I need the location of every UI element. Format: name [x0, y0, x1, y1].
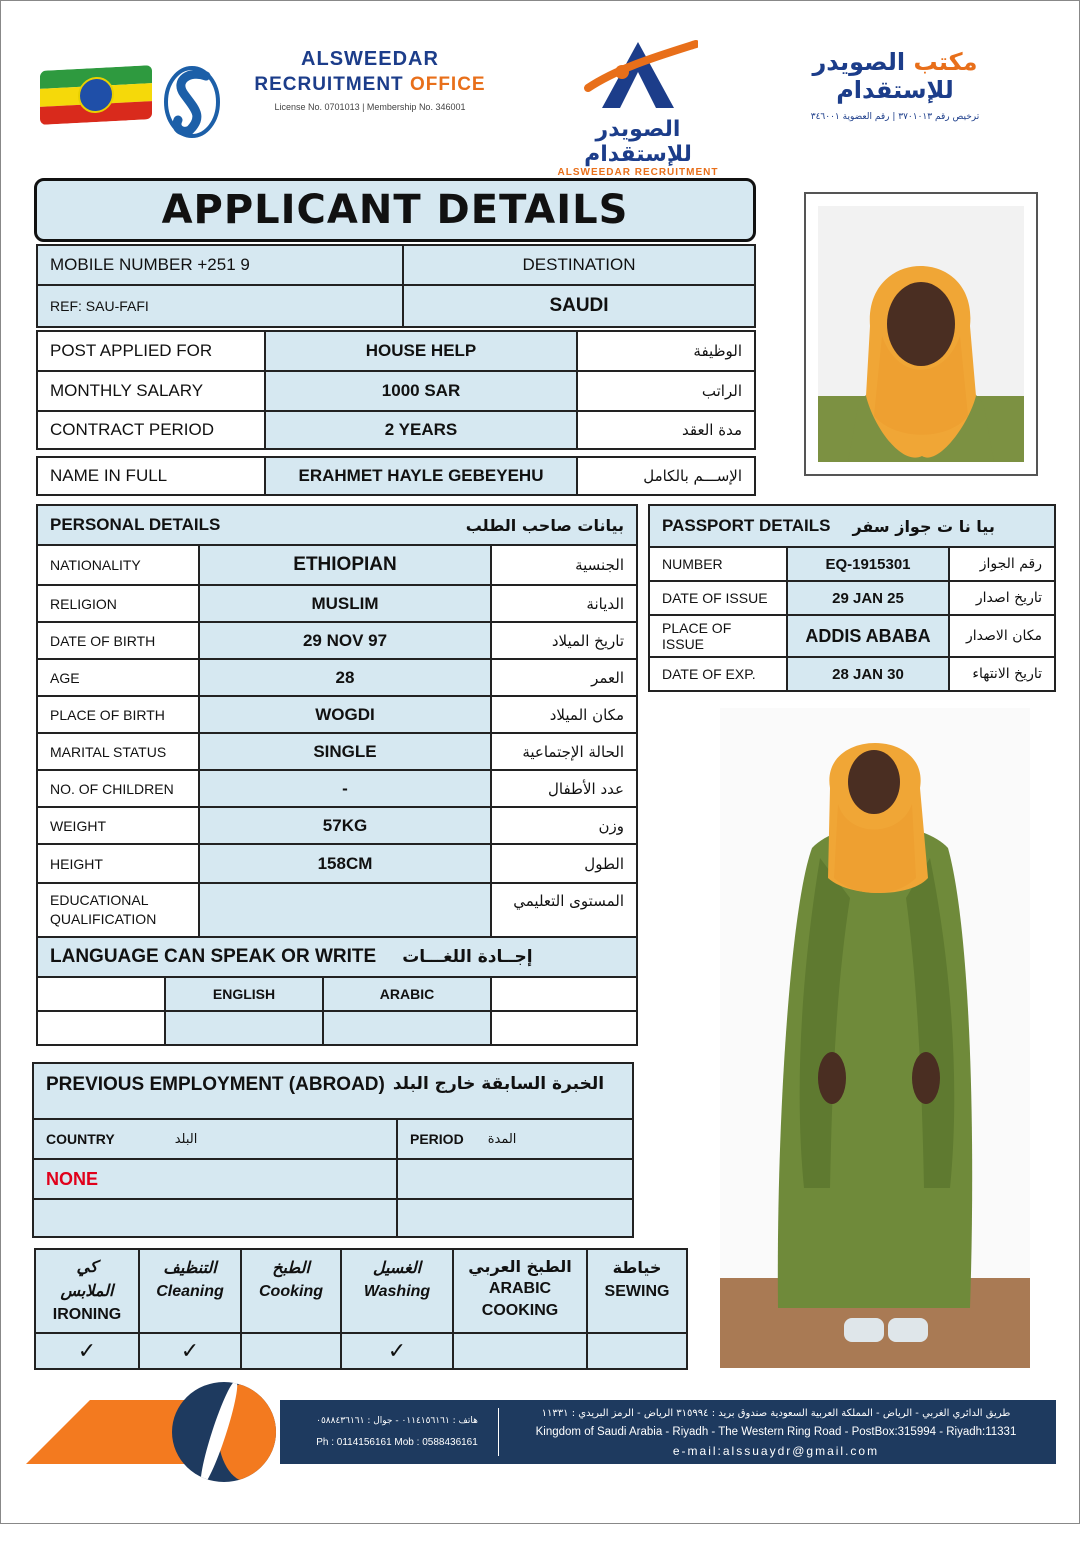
nationality-label: NATIONALITY [36, 544, 200, 586]
issue-date-value: 29 JAN 25 [786, 580, 950, 616]
country-value-row2 [32, 1198, 398, 1238]
skill-cooking-check [240, 1332, 342, 1370]
license-line-ar: ترخيص رقم ٣٧٠١٠١٣ | رقم العضوية ٣٤٦٠٠١ [810, 112, 980, 122]
passport-number-ar: رقم الجواز [948, 546, 1056, 582]
age-label: AGE [36, 658, 200, 697]
applicant-full-body-photo [720, 708, 1030, 1368]
monthly-salary-ar: الراتب [576, 370, 756, 412]
logo-english-name: ALSWEEDAR RECRUITMENT [557, 167, 719, 178]
dob-ar: تاريخ الميلاد [490, 621, 638, 660]
nationality-ar: الجنسية [490, 544, 638, 586]
weight-ar: وزن [490, 806, 638, 845]
ethiopia-flag-icon [40, 65, 152, 125]
language-row-extra [490, 1010, 638, 1046]
expiry-date-label: DATE OF EXP. [648, 656, 788, 692]
full-name-value: ERAHMET HAYLE GEBEYEHU [264, 456, 578, 496]
company-name-line1: ALSWEEDAR [301, 48, 439, 70]
footer-phone [302, 1410, 492, 1454]
employment-header [32, 1062, 634, 1120]
issue-date-ar: تاريخ اصدار [948, 580, 1056, 616]
issue-place-ar: مكان الاصدار [948, 614, 1056, 658]
children-value: - [198, 769, 492, 808]
height-value: 158CM [198, 843, 492, 884]
dob-label: DATE OF BIRTH [36, 621, 200, 660]
skill-cleaning: التنظيف Cleaning [138, 1248, 242, 1334]
page-title: APPLICANT DETAILS [34, 178, 756, 242]
skill-ironing-check: ✓ [34, 1332, 140, 1370]
expiry-date-ar: تاريخ الانتهاء [948, 656, 1056, 692]
language-arabic-value [322, 1010, 492, 1046]
footer-logo-icon [172, 1382, 276, 1482]
full-body-person-icon [720, 708, 1030, 1368]
a-logo-icon [578, 38, 698, 110]
issue-date-label: DATE OF ISSUE [648, 580, 788, 616]
employment-title: PREVIOUS EMPLOYMENT (ABROAD) [46, 1074, 385, 1095]
passport-header [648, 504, 1056, 548]
contract-period-value: 2 YEARS [264, 410, 578, 450]
skill-cleaning-check: ✓ [138, 1332, 242, 1370]
period-header: PERIOD المدة [396, 1118, 634, 1160]
education-ar: المستوى التعليمي [490, 882, 638, 938]
issue-place-label: PLACE OF ISSUE [648, 614, 788, 658]
destination-value: SAUDI [402, 284, 756, 328]
weight-value: 57KG [198, 806, 492, 845]
personal-details-title-ar: بيانات صاحب الطلب [465, 515, 624, 535]
footer-address [506, 1404, 1046, 1461]
language-blank-label [36, 976, 166, 1012]
language-blank-extra [490, 976, 638, 1012]
footer-bar [280, 1400, 1056, 1464]
height-label: HEIGHT [36, 843, 200, 884]
period-value [396, 1158, 634, 1200]
age-ar: العمر [490, 658, 638, 697]
children-label: NO. OF CHILDREN [36, 769, 200, 808]
place-of-birth-ar: مكان الميلاد [490, 695, 638, 734]
passport-title: PASSPORT DETAILS [662, 516, 831, 535]
nationality-value: ETHIOPIAN [198, 544, 492, 586]
company-name-line2: RECRUITMENT OFFICE [254, 74, 486, 95]
passport-number-label: NUMBER [648, 546, 788, 582]
country-value: NONE [32, 1158, 398, 1200]
full-name-ar: الإســـم بالكامل [576, 456, 756, 496]
logo-arabic-name: الصويدر للإستقدام [584, 117, 692, 167]
issue-place-value: ADDIS ABABA [786, 614, 950, 658]
footer-phone-ar: هاتف : ٠١١٤١٥٦١٦١ - جوال : ٠٥٨٨٤٣٦١٦١ [316, 1416, 478, 1426]
post-applied-ar: الوظيفة [576, 330, 756, 372]
skill-washing: الغسيل Washing [340, 1248, 454, 1334]
s-logo-icon [160, 62, 224, 140]
language-title-ar: إجــادة اللغـــات [402, 947, 533, 967]
personal-details-title: PERSONAL DETAILS [50, 515, 221, 534]
skill-arabic-cooking: الطبخ العربي ARABIC COOKING [452, 1248, 588, 1334]
education-value [198, 882, 492, 938]
company-name-ar: مكتب الصويدر للإستقدام ترخيص رقم ٣٧٠١٠١٣ | رقم العضوية ٣٤٦٠٠١ [760, 48, 1030, 122]
contract-period-label: CONTRACT PERIOD [36, 410, 266, 450]
religion-ar: الديانة [490, 584, 638, 623]
skill-washing-check: ✓ [340, 1332, 454, 1370]
post-applied-label: POST APPLIED FOR [36, 330, 266, 372]
employment-title-ar: الخبرة السابقة خارج البلد [392, 1074, 605, 1094]
footer-address-ar: طريق الدائري الغربي - الرياض - المملكة العربية السعودية صندوق بريد : ٣١٥٩٩٤ الرياض - الرمز البريدي : ١١٣٣١ [541, 1408, 1011, 1419]
company-a-logo [548, 38, 728, 178]
footer-phone-en: Ph : 0114156161 Mob : 0588436161 [316, 1437, 478, 1448]
post-applied-value: HOUSE HELP [264, 330, 578, 372]
education-label: EDUCATIONAL QUALIFICATION [36, 882, 200, 938]
language-title: LANGUAGE CAN SPEAK OR WRITE [50, 946, 377, 967]
applicant-portrait-photo [804, 192, 1038, 476]
religion-value: MUSLIM [198, 584, 492, 623]
dob-value: 29 NOV 97 [198, 621, 492, 660]
skill-sewing: خياطة SEWING [586, 1248, 688, 1334]
footer-separator [498, 1408, 499, 1456]
contract-period-ar: مدة العقد [576, 410, 756, 450]
mobile-number-cell: MOBILE NUMBER +251 9 [36, 244, 404, 286]
skill-ironing: كي الملابس IRONING [34, 1248, 140, 1334]
monthly-salary-label: MONTHLY SALARY [36, 370, 266, 412]
passport-number-value: EQ-1915301 [786, 546, 950, 582]
portrait-person-icon [818, 206, 1024, 462]
weight-label: WEIGHT [36, 806, 200, 845]
full-name-label: NAME IN FULL [36, 456, 266, 496]
license-line: License No. 0701013 | Membership No. 346001 [274, 102, 466, 112]
language-row-label [36, 1010, 166, 1046]
company-name-en [250, 48, 490, 112]
ref-cell: REF: SAU-FAFI [36, 284, 404, 328]
monthly-salary-value: 1000 SAR [264, 370, 578, 412]
destination-label: DESTINATION [402, 244, 756, 286]
place-of-birth-value: WOGDI [198, 695, 492, 734]
country-header: COUNTRY البلد [32, 1118, 398, 1160]
skill-arabic-cooking-check [452, 1332, 588, 1370]
religion-label: RELIGION [36, 584, 200, 623]
children-ar: عدد الأطفال [490, 769, 638, 808]
passport-title-ar: بيا نا ت جواز سفر [852, 516, 995, 536]
footer-email[interactable]: e-mail:alssuaydr@gmail.com [672, 1444, 880, 1458]
period-value-row2 [396, 1198, 634, 1238]
skill-cooking: الطبخ Cooking [240, 1248, 342, 1334]
height-ar: الطول [490, 843, 638, 884]
age-value: 28 [198, 658, 492, 697]
marital-status-ar: الحالة الإجتماعية [490, 732, 638, 771]
marital-status-value: SINGLE [198, 732, 492, 771]
footer-address-en: Kingdom of Saudi Arabia - Riyadh - The Western Ring Road - PostBox:315994 - Riyadh:11331 [535, 1426, 1017, 1438]
language-english-header: ENGLISH [164, 976, 324, 1012]
language-header [36, 936, 638, 978]
language-english-value [164, 1010, 324, 1046]
marital-status-label: MARITAL STATUS [36, 732, 200, 771]
personal-details-header [36, 504, 638, 546]
language-arabic-header: ARABIC [322, 976, 492, 1012]
skill-sewing-check [586, 1332, 688, 1370]
place-of-birth-label: PLACE OF BIRTH [36, 695, 200, 734]
expiry-date-value: 28 JAN 30 [786, 656, 950, 692]
